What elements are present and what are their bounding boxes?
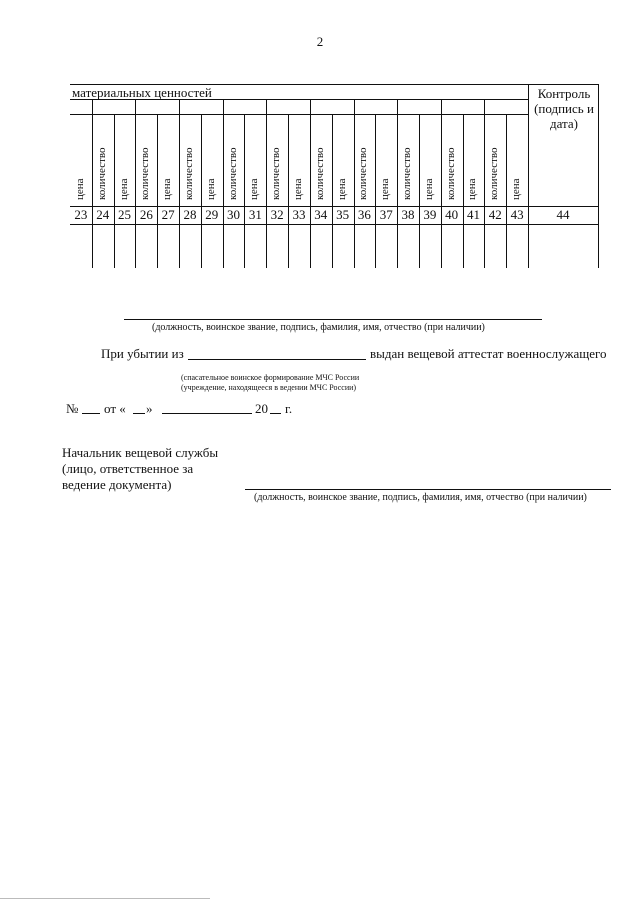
column-divider <box>463 114 464 268</box>
year-suffix: г. <box>285 401 293 416</box>
header-divider <box>70 99 528 100</box>
numbers-bottom-border <box>70 224 598 225</box>
column-number: 30 <box>227 207 241 222</box>
column-label-text: цена <box>422 178 435 200</box>
column-number: 40 <box>445 207 459 222</box>
column-number: 36 <box>357 207 371 222</box>
column-number: 33 <box>292 207 306 222</box>
column-label-text: количество <box>401 147 414 200</box>
column-divider <box>201 114 202 268</box>
materials-table <box>70 84 598 268</box>
column-number: 24 <box>96 207 110 222</box>
number-blank[interactable] <box>82 413 100 414</box>
column-label-text: цена <box>379 178 392 200</box>
column-label-text: цена <box>204 178 217 200</box>
column-divider <box>354 99 355 268</box>
column-number: 43 <box>510 207 524 222</box>
column-label-text: количество <box>444 147 457 200</box>
column-divider <box>419 114 420 268</box>
column-number: 39 <box>423 207 437 222</box>
column-number: 35 <box>336 207 350 222</box>
departure-blank[interactable] <box>188 359 366 360</box>
column-label-text: количество <box>313 147 326 200</box>
date-open: от « <box>104 401 126 416</box>
year-blank[interactable] <box>270 413 281 414</box>
table-top-border <box>70 84 598 85</box>
column-divider <box>157 114 158 268</box>
column-label-text: цена <box>335 178 348 200</box>
column-number: 41 <box>466 207 480 222</box>
column-divider <box>244 114 245 268</box>
column-number: 34 <box>314 207 328 222</box>
column-number: 37 <box>379 207 393 222</box>
control-left-border <box>528 84 529 268</box>
year-prefix: 20 <box>255 401 268 416</box>
column-divider <box>332 114 333 268</box>
signature-caption-2: (должность, воинское звание, подпись, фамилия, имя, отчество (при наличии) <box>254 492 587 503</box>
column-number: 27 <box>161 207 175 222</box>
column-divider <box>114 114 115 268</box>
column-label-text: количество <box>357 147 370 200</box>
column-label-text: цена <box>510 178 523 200</box>
column-number: 26 <box>139 207 153 222</box>
subheader-divider <box>70 114 528 115</box>
number-sign: № <box>66 401 79 416</box>
column-divider <box>179 99 180 268</box>
control-header: Контроль (подпись и дата) <box>534 86 594 131</box>
column-number: 29 <box>205 207 219 222</box>
column-divider <box>441 99 442 268</box>
column-divider <box>310 99 311 268</box>
column-divider <box>92 99 93 268</box>
departure-prefix: При убытии из <box>101 346 184 361</box>
column-label-text: количество <box>270 147 283 200</box>
column-label-text: цена <box>73 178 86 200</box>
control-column-number: 44 <box>556 207 570 222</box>
column-label-text: цена <box>117 178 130 200</box>
column-divider <box>266 99 267 268</box>
column-divider <box>135 99 136 268</box>
column-divider <box>506 114 507 268</box>
column-number: 28 <box>183 207 197 222</box>
column-divider <box>223 99 224 268</box>
column-number: 32 <box>270 207 284 222</box>
column-number: 23 <box>74 207 88 222</box>
column-number: 31 <box>248 207 262 222</box>
departure-note-1: (спасательное воинское формирование МЧС России <box>181 373 360 382</box>
column-label-text: цена <box>248 178 261 200</box>
signature-line-2 <box>245 489 611 490</box>
header-title: материальных ценностей <box>72 85 212 100</box>
column-label-text: количество <box>182 147 195 200</box>
column-label-text: цена <box>292 178 304 200</box>
signature-caption-1: (должность, воинское звание, подпись, фамилия, имя, отчество (при наличии) <box>152 322 485 333</box>
column-divider <box>397 99 398 268</box>
column-divider <box>288 114 289 268</box>
signature-line-1 <box>124 319 542 320</box>
column-label-text: количество <box>139 147 152 200</box>
column-label-text: цена <box>466 178 479 200</box>
column-divider <box>484 99 485 268</box>
bottom-edge-line <box>0 898 210 899</box>
month-blank[interactable] <box>162 413 252 414</box>
column-label-text: цена <box>161 178 174 200</box>
chief-line-2: (лицо, ответственное за <box>62 461 194 476</box>
column-number: 25 <box>118 207 131 222</box>
departure-note-2: (учреждение, находящееся в ведении МЧС России) <box>181 383 357 392</box>
chief-line-1: Начальник вещевой службы <box>62 445 219 460</box>
table-right-border <box>598 84 599 268</box>
page-number: 2 <box>316 34 324 49</box>
column-number: 38 <box>401 207 415 222</box>
column-label-text: количество <box>488 147 501 200</box>
date-close: » <box>146 401 153 416</box>
column-label-text: количество <box>226 147 239 200</box>
column-divider <box>375 114 376 268</box>
day-blank[interactable] <box>133 413 145 414</box>
chief-line-3: ведение документа) <box>62 477 172 492</box>
column-label-text: количество <box>95 147 108 200</box>
departure-suffix: выдан вещевой аттестат военнослужащего <box>370 346 607 361</box>
column-number: 42 <box>488 207 502 222</box>
